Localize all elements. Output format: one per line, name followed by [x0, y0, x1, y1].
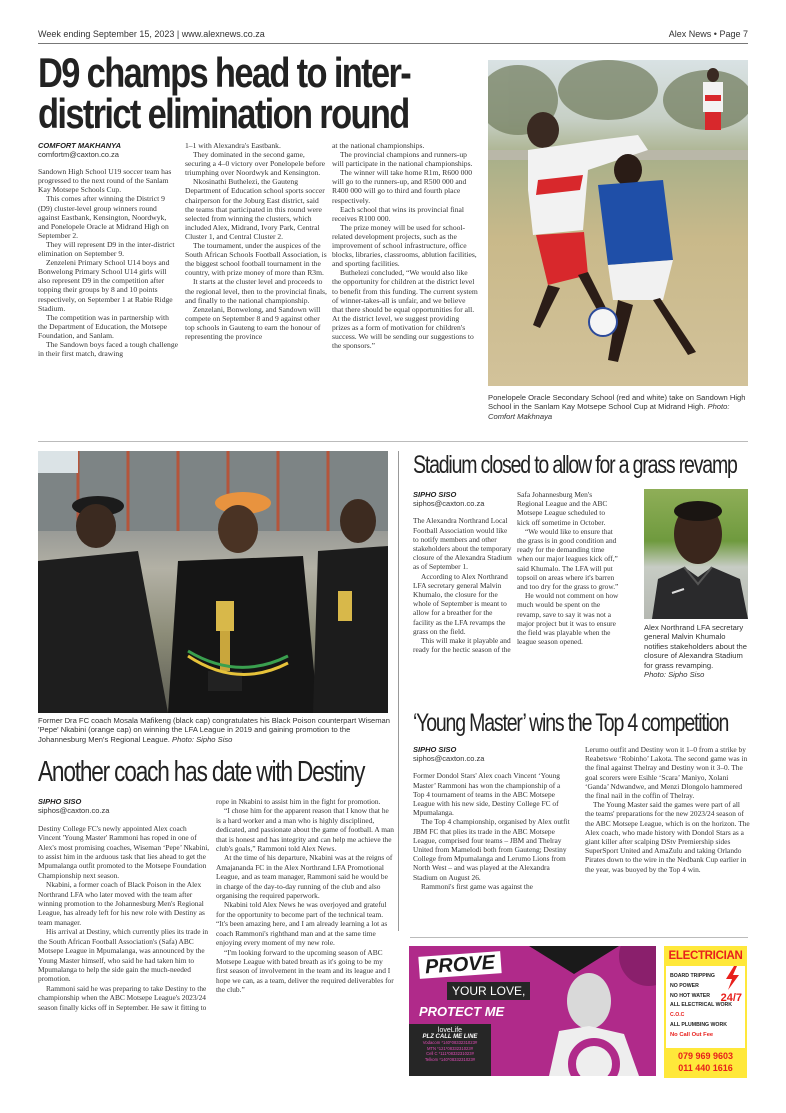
byline-name: COMFORT MAKHANYA [38, 141, 122, 150]
article4-column-2 [585, 745, 750, 874]
byline-email[interactable]: siphos@caxton.co.za [413, 754, 485, 764]
article1-column-3 [332, 141, 478, 350]
headline-stadium-closed: Stadium closed to allow for a grass revamp [413, 451, 737, 479]
caption-text: Alex Northrand LFA secretary general Malvin Khumalo notifies stakeholders about the closure of Alexandra Stadium for grass revamping. [644, 623, 748, 670]
photo-credit: Photo: Sipho Siso [172, 734, 233, 744]
service-item: ALL ELECTRICAL WORK [670, 1002, 733, 1009]
ad-line-protect-me: PROTECT ME [419, 1004, 505, 1019]
headline-d9-champs [38, 49, 415, 137]
paragraph: The Sandown boys faced a tough challenge in their first match, drawing [38, 339, 179, 359]
caption-text: Former Dra FC coach Mosala Mafikeng (black cap) congratulates his Black Poison counterpart Wiseman 'Pepe' Nkabini (orange cap) on winning the LFA League in 2019 and gaining promotion to the Johannesburg Men's Regional League. [38, 716, 390, 744]
paragraph: This comes after winning the District 9 (D9) cluster-level group winners round against Eastbank, Kensington, Noordwyk, and Ponelopele Oracle at Midrand High on September 2. [38, 194, 169, 240]
headline-line-2: district elimination round [38, 90, 409, 137]
phone-number-1[interactable]: 079 969 9603 [677, 1051, 734, 1061]
article4-column-1 [413, 745, 573, 891]
article1-column-1 [38, 141, 178, 358]
headline-line-1: D9 champs head to inter- [38, 49, 411, 96]
paragraph: Destiny College FC's newly appointed Alex coach Vincent 'Young Master' Rammoni has roped in one of Alex's most promising coaches, Wiseman ‘Pepe’ Nkabini, to assist him in the arduous task that lies ahead to get the Mpumalanga outfit promoted to the Motsepe Foundation Championship next season. [38, 823, 210, 880]
number-cellc: Cell C *111*0833231023# [426, 1051, 474, 1056]
byline-email[interactable]: siphos@caxton.co.za [413, 499, 485, 509]
paragraph: According to Alex Northrand LFA secretary general Malvin Khumalo, the closure for the whole of September is meant to allow for a breather for the facility as the LFA revamps the grass on the field. [413, 571, 508, 636]
article2-column-2 [517, 490, 619, 646]
service-item: NO POWER [670, 982, 699, 989]
paragraph: Lerumo outfit and Destiny won it 1–0 from a strike by Reabetswe ‘Robinho’ Lakota. The second game was in the final against Thelray and Destiny won it 3–0. The goal scorers were Esihle ‘Scara’ Maniyo, Xolani ‘Ganda’ Ndwandwe, and Menzi Dlongolo hammered the final nail in the coffin of Thelray. [585, 745, 748, 801]
paragraph: “We would like to ensure that the grass is in good condition and ready for the demanding time when our major leagues kick off,” said Khumalo. The LFA will put topsoil on areas where it's barren and too dry for the grass to grow.” [517, 526, 619, 592]
paragraph: Rammoni said he was preparing to take Destiny to the championship when the ABC Motsepe League's 2023/24 season finally kicks off in September. He saw it fitting to [38, 983, 207, 1012]
service-item: NO HOT WATER [670, 992, 710, 999]
hours-24-7: 24/7 [720, 992, 742, 1004]
paragraph: Zenzelani, Bonwelong, and Sandown will compete on September 8 and 9 against other top schools in Gauteng to earn the honour of representing the province [185, 304, 321, 341]
paragraph: Each school that wins its provincial final receives R100 000. [332, 204, 465, 223]
paragraph: Former Dondol Stars' Alex coach Vincent ‘Young Master’ Rammoni has won the championship of a Top 4 tournament of teams in the ABC Motsepe League with his new side, Destiny College FC of Mpumalanga. [413, 771, 561, 818]
paragraph: It starts at the cluster level and proceeds to the regional level, then to the provincial finals, and finally to the national championship. [185, 277, 327, 305]
paragraph: They dominated in the second game, securing a 4–0 victory over Ponelopele before triumphing over Noordwyk and Kensington. [185, 150, 326, 178]
paragraph: Zenzeleni Primary School U14 boys and Bonwelong Primary School U14 girls will also represent D9 in the competition after topping their groups by 8 and 10 points respectively, on September 1 at Rabie Ridge Stadium. [38, 258, 173, 313]
photo-caption-soccer [488, 393, 750, 421]
headline-young-master: ‘Young Master’ wins the Top 4 competition [413, 709, 729, 737]
portrait-illustration [644, 489, 748, 619]
folio-date-url: Week ending September 15, 2023 | www.alexnews.co.za [38, 29, 265, 39]
service-coc: C.O.C [670, 1012, 685, 1019]
paragraph: The Young Master said the games were part of all the teams' preparations for the new 2023/24 season of the ABC Motsepe League, which is on the horizon. The Alex coach, who made history with Dondol Stars as a giant killer after scalping DStv Premiership sides SuperSport United and AmaZulu and taking Orlando Pirates down to the wire in the Nedbank Cup earlier in the year, was buoyed by the Top 4 win. [585, 800, 750, 874]
byline-name: SIPHO SISO [413, 490, 457, 499]
ad-line-prove: PROVE [418, 951, 501, 979]
service-item: ALL PLUMBING WORK [670, 1021, 727, 1028]
phone-number-2[interactable]: 011 440 1616 [678, 1063, 733, 1073]
article1-column-2 [185, 141, 328, 341]
photo-soccer-match [488, 60, 748, 386]
electrician-service-list [670, 972, 732, 1041]
paragraph: at the national championships. [332, 141, 425, 150]
folio-rule [38, 43, 748, 44]
lovelife-subtitle: PLZ CALL ME LINE [422, 1034, 478, 1040]
ad-line-your-love: YOUR LOVE, [447, 982, 530, 1000]
number-mtn: MTN *121*0833231023# [426, 1045, 474, 1051]
byline-name: SIPHO SISO [38, 797, 82, 806]
paragraph: Nkabini, a former coach of Black Poison in the Alex Northrand LFA who later moved with the team after winning promotion to the Johannesburg Men's Regional League, has already left for his new role with Destiny as team manager. [38, 880, 205, 927]
paragraph: Safa Johannesburg Men's Regional League and the ABC Motsepe League scheduled to kick off sometime in October. [517, 490, 608, 527]
paragraph: The Alexandra Northrand Local Football Association would like to notify members and other stakeholders about the temporary closure of the Alexandra Stadium as of September 1. [413, 516, 512, 572]
number-vodacom: Vodacom *140*0833231023# [422, 1040, 478, 1045]
article3-column-1 [38, 797, 210, 1012]
lovelife-numbers [409, 1040, 491, 1062]
photo-credit: Photo: Sipho Siso [644, 670, 705, 680]
paragraph: The Top 4 championship, organised by Alex outfit JBM FC that plies its trade in the ABC Motsepe League, comprised four teams – JBM and Thelray United from Mamelodi both from Gauteng; Destiny College from Mpumalanga and Lerumo Lions from North West – and was played at the Alexandra Stadium on August 26. [413, 817, 570, 882]
paragraph: He would not comment on how much would be spent on the revamp, save to say it was not a major project but it was to ensure the field was playable when the league season opened. [517, 591, 619, 647]
service-item: BOARD TRIPPING [670, 973, 715, 979]
article2-column-1 [413, 490, 513, 654]
folio-page: Alex News • Page 7 [668, 29, 748, 39]
column-divider [398, 451, 399, 931]
paragraph: Sandown High School U19 soccer team has progressed to the next round of the Sanlam Kay Motsepe Schools Cup. [38, 167, 172, 195]
electrician-title: ELECTRICIAN [668, 950, 743, 962]
coaches-illustration [38, 451, 388, 713]
byline-email[interactable]: comfortm@caxton.co.za [38, 150, 119, 160]
paragraph: 1–1 with Alexandra's Eastbank. [185, 141, 281, 150]
headline-another-coach: Another coach has date with Destiny [38, 756, 365, 788]
soccer-match-illustration [488, 60, 748, 386]
no-call-out-fee: No Call Out Fee [670, 1031, 714, 1038]
paragraph: The winner will take home R1m, R600 000 will go to the runners-up, and R500 000 and R400 000 will go to third and fourth place respectively. [332, 168, 473, 205]
paragraph: Nkosinathi Buthelezi, the Gauteng Department of Education school sports soccer chairperson for the Joburg East district, said the teams that participated in this round were selected from winning the clusters, which included Alex, Midrand, Ivory Park, Central Cluster 1, and Central Cluster 2. [185, 177, 325, 241]
paragraph: “I chose him for the apparent reason that I know that he is a hard worker and a man who is highly disciplined, dedicated, and passionate about the game of football. A man that is honest and has integrity and can help me achieve the club's goals,” Rammoni told Alex News. [216, 806, 394, 854]
paragraph: rope in Nkabini to assist him in the fight for promotion. [216, 797, 381, 806]
lovelife-brand: loveLife [437, 1027, 463, 1034]
ad-lovelife-callbox [409, 1024, 491, 1076]
caption-text: Ponelopele Oracle Secondary School (red and white) take on Sandown High School in the Sanlam Kay Motsepe School Cup at Midrand High. [488, 393, 746, 412]
paragraph: The provincial champions and runners-up will participate in the national championships. [332, 150, 473, 169]
paragraph: Nkabini told Alex News he was overjoyed and grateful for the opportunity to become part of the technical team. “It's been amazing here, and I am already learning a lot as coach Rammoni's righthand man and at the same time enjoying every moment of my new role. [216, 900, 388, 948]
ad-electrician[interactable] [664, 946, 747, 1078]
photo-credit: Photo: Comfort Makhnaya [488, 402, 730, 421]
ad-lovelife[interactable] [409, 946, 656, 1076]
photo-malvin-khumalo [644, 489, 748, 619]
byline-name: SIPHO SISO [413, 745, 457, 754]
photo-caption-coaches [38, 716, 393, 744]
photo-coaches-celebrating [38, 451, 388, 713]
paragraph: The tournament, under the auspices of the South African Schools Football Association, is the biggest school football tournament in the country, with prize money of more than R3m. [185, 241, 327, 278]
electrician-phones [664, 1050, 747, 1074]
lightning-bolt-icon [724, 966, 740, 990]
paragraph: The competition was in partnership with the Department of Education, the Motsepe Foundation, and Sanlam. [38, 312, 169, 340]
paragraph: His arrival at Destiny, which currently plies its trade in the South African Football Association's (Safa) ABC Motsepe League in Mpumalanga, was announced by the Young Master himself, who said he had taken him to Mpumalanga to help the side gain the much-needed promotion. [38, 927, 209, 984]
article3-column-2 [216, 797, 394, 995]
paragraph: This will make it playable and ready for the hectic season of the [413, 636, 511, 655]
paragraph: Buthelezi concluded, “We would also like the opportunity for children at the district level to benefit from this funding. The current system of winner-takes-all is unfair, and we believe that there should be equal opportunities for all. At the district level, we suggest providing prizes as a form of motivation for children's success. We will be sending our suggestions to the sponsors.” [332, 268, 478, 351]
electrician-services-box [666, 966, 745, 1048]
paragraph: They will represent D9 in the inter-district elimination on September 9. [38, 239, 175, 259]
ad-divider [410, 937, 748, 938]
paragraph: “I'm looking forward to the upcoming season of ABC Motsepe League with bated breath as it's going to be my first season of involvement in the team and its league and I hope we can, as a team, deliver the required deliverables for the club.” [216, 947, 394, 995]
byline-email[interactable]: siphos@caxton.co.za [38, 806, 110, 816]
section-divider [38, 441, 748, 442]
paragraph: Rammoni's first game was against the [421, 881, 533, 891]
paragraph: The prize money will be used for school-related development projects, such as the improvement of school infrastructure, office blocks, libraries, classrooms, ablution facilities, and sporting facilities. [332, 222, 477, 269]
number-telkom: Telkom *140*0833231023# [424, 1056, 476, 1062]
photo-caption-khumalo [644, 623, 750, 679]
paragraph: At the time of his departure, Nkabini was at the reigns of Amajananda FC in the Alex Northrand LFA Promotional League, and as team manager, Rammoni said he would be in charge of the day-to-day running of the club and also organising the required paperwork. [216, 853, 393, 901]
